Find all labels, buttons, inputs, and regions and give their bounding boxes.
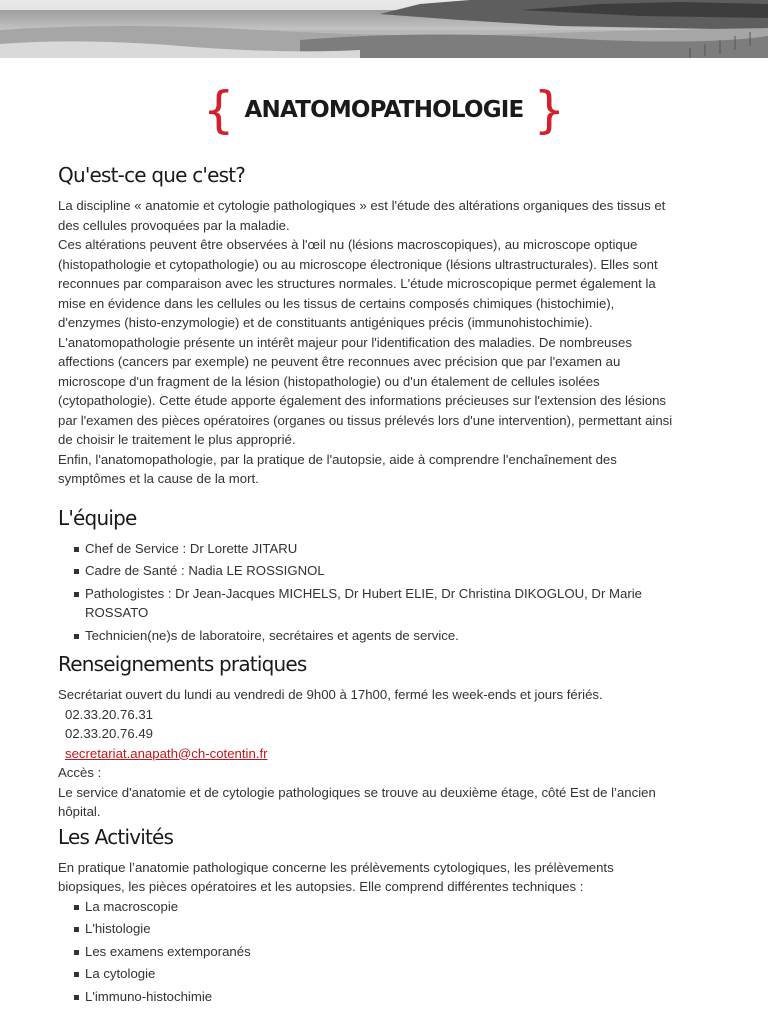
- list-item: Technicien(ne)s de laboratoire, secrétaires et agents de service.: [85, 626, 708, 646]
- section-heading-practical-info: Renseignements pratiques: [58, 652, 307, 676]
- definition-line: Enfin, l'anatomopathologie, par la pratique de l'autopsie, aide à comprendre l'enchaînement des: [58, 451, 617, 467]
- definition-line: microscope d'un fragment de la lésion (histopathologie) ou d'un étalement de cellules isolées: [58, 373, 600, 389]
- definition-line: La discipline « anatomie et cytologie pathologiques » est l'étude des altérations organiques des tissus et: [58, 198, 666, 213]
- phone-number: 02.33.20.76.31: [65, 706, 153, 722]
- list-item: La cytologie: [85, 964, 708, 984]
- list-item: Les examens extemporanés: [85, 942, 708, 962]
- definition-text: [58, 196, 708, 489]
- definition-line: d'enzymes (histo-enzymologie) et de constituants antigéniques précis (immunohistochimie).: [58, 315, 593, 330]
- section-heading-team: L'équipe: [58, 505, 137, 530]
- page-title: ANATOMOPATHOLOGIE: [244, 97, 524, 123]
- section-heading-activities: Les Activités: [58, 824, 174, 849]
- activities-intro-line: biopsiques, les pièces opératoires et les autopsies. Elle comprend différentes techniques :: [58, 879, 584, 894]
- team-list: [58, 539, 708, 646]
- access-text: hôpital.: [58, 804, 101, 819]
- phone-number: 02.33.20.76.49: [65, 726, 153, 741]
- practical-info: [58, 685, 708, 822]
- activities-intro-line: En pratique l’anatomie pathologique concerne les prélèvements cytologiques, les prélèvements: [58, 859, 614, 875]
- list-item: La macroscopie: [85, 897, 708, 917]
- header-banner-image: [0, 0, 768, 58]
- activities-intro: [58, 858, 708, 897]
- page-title-block: [0, 82, 768, 138]
- definition-line: de choisir le traitement le plus approprié.: [58, 432, 296, 447]
- definition-line: (histopathologie et cytopathologie) ou au microscope électronique (lésions ultrastructurales). Elles sont: [58, 256, 658, 272]
- opening-hours: Secrétariat ouvert du lundi au vendredi de 9h00 à 17h00, fermé les week-ends et jours fériés.: [58, 687, 603, 702]
- open-brace-icon: {: [202, 81, 235, 139]
- definition-line: L'anatomopathologie présente un intérêt majeur pour l'identification des maladies. De nombreuses: [58, 334, 632, 350]
- list-item: Cadre de Santé : Nadia LE ROSSIGNOL: [85, 561, 708, 581]
- definition-line: par l'examen des pièces opératoires (organes ou tissus prélevés lors d'une intervention), permettant ainsi: [58, 412, 673, 428]
- definition-line: reconnues par comparaison avec les structures normales. L'étude microscopique permet également la: [58, 276, 656, 291]
- definition-line: (cytopathologie). Cette étude apporte également des informations précieuses sur l'extension des lésions: [58, 393, 667, 408]
- list-item: [85, 584, 708, 623]
- definition-line: symptômes et la cause de la mort.: [58, 471, 259, 486]
- definition-line: affections (cancers par exemple) ne peuvent être reconnues avec précision que par l'examen au: [58, 354, 621, 369]
- list-item: L'histologie: [85, 919, 708, 939]
- list-item: L'immuno-histochimie: [85, 987, 708, 1007]
- close-brace-icon: }: [533, 81, 566, 139]
- main-content: [58, 160, 708, 1009]
- definition-line: mise en évidence dans les cellules ou les tissus de certains composés chimiques (histochimie),: [58, 295, 615, 311]
- definition-line: Ces altérations peuvent être observées à l'œil nu (lésions macroscopiques), au microscope optique: [58, 237, 638, 252]
- list-item-line: Pathologistes : Dr Jean-Jacques MICHELS, Dr Hubert ELIE, Dr Christina DIKOGLOU, Dr Marie: [85, 585, 642, 601]
- list-item: Chef de Service : Dr Lorette JITARU: [85, 539, 708, 559]
- definition-line: des cellules provoquées par la maladie.: [58, 217, 290, 233]
- list-item-line: ROSSATO: [85, 605, 149, 620]
- access-text: Le service d'anatomie et de cytologie pathologiques se trouve au deuxième étage, côté Est de l’ancien: [58, 784, 656, 800]
- activities-list: [58, 897, 708, 1007]
- access-label: Accès :: [58, 765, 102, 780]
- coastal-landscape-image: [0, 0, 768, 58]
- section-heading-definition: Qu'est-ce que c'est?: [58, 163, 246, 187]
- email-link[interactable]: secretariat.anapath@ch-cotentin.fr: [65, 745, 268, 761]
- email-row: [58, 744, 708, 764]
